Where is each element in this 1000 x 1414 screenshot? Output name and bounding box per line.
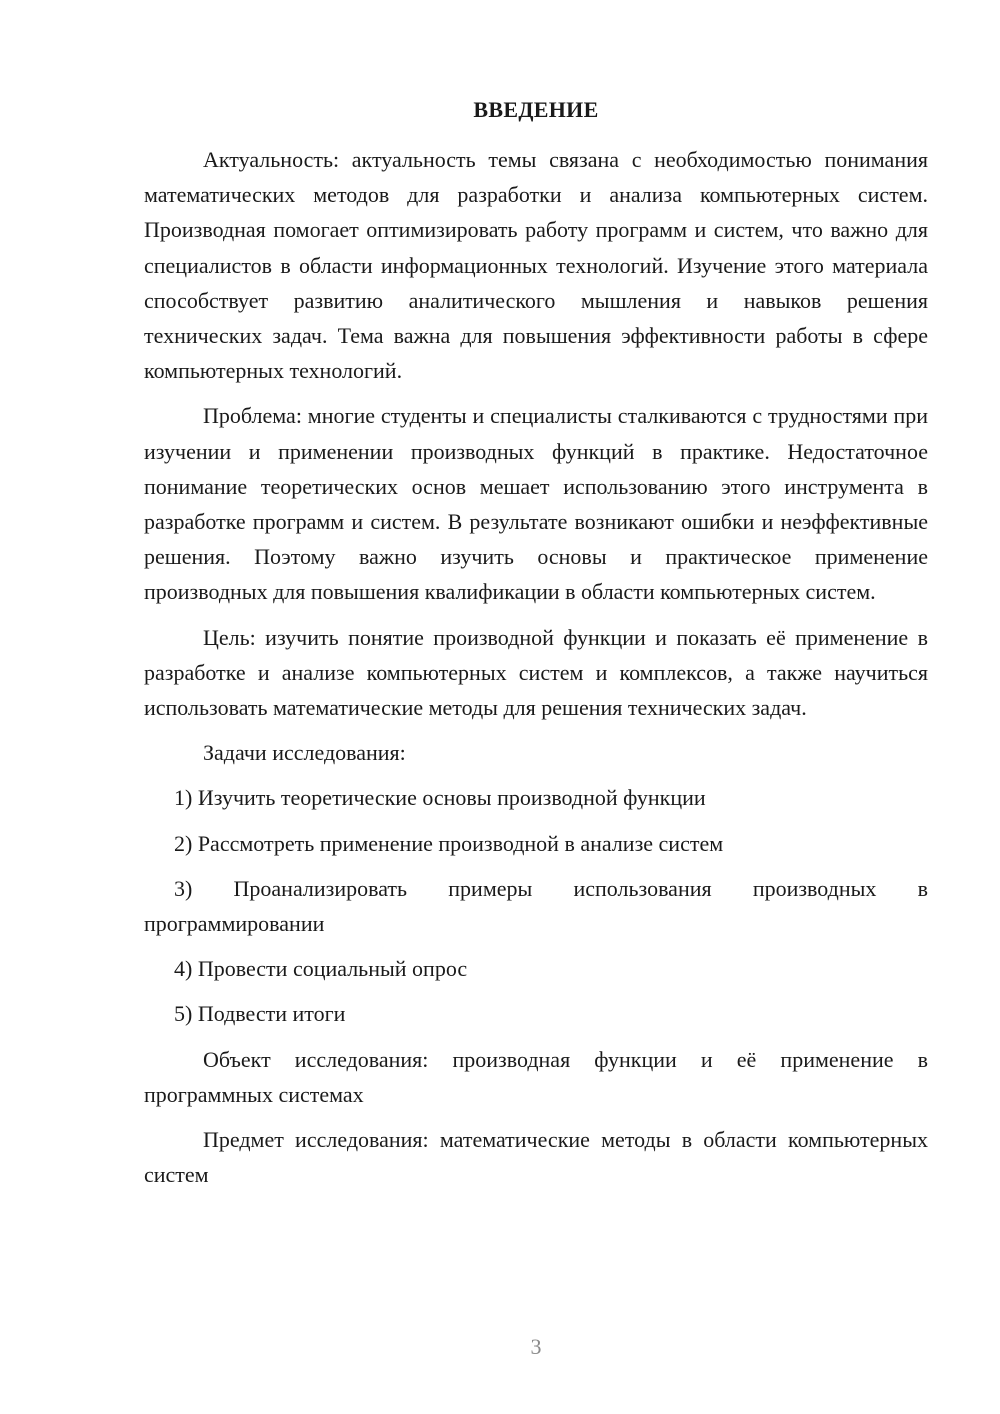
paragraph-problem: Проблема: многие студенты и специалисты сталкиваются с трудностями при изучении и применении производных функций в практике. Недостаточное понимание теоретических основ мешает использованию этого инструмента в разработке программ и систем. В результате возникают ошибки и неэффективные решения. Поэтому важно изучить основы и практическое применение производных для повышения квалификации в области компьютерных систем. bbox=[144, 403, 928, 605]
document-page bbox=[144, 0, 928, 1414]
page-number: 3 bbox=[530, 1334, 542, 1359]
section-title: ВВЕДЕНИЕ bbox=[473, 97, 599, 122]
task-item-5: 5) Подвести итоги bbox=[174, 1001, 346, 1027]
document-body bbox=[144, 142, 928, 1202]
tasks-heading: Задачи исследования: bbox=[203, 740, 406, 766]
task-item-3: 3) Проанализировать примеры использования производных в программировании bbox=[144, 875, 928, 937]
task-item-1: 1) Изучить теоретические основы производной функции bbox=[174, 785, 706, 811]
task-item-2: 2) Рассмотреть применение производной в анализе систем bbox=[174, 830, 724, 856]
paragraph-goal: Цель: изучить понятие производной функции и показать её применение в разработке и анализе компьютерных систем и комплексов, а также научиться использовать математические методы для решения технических задач. bbox=[144, 624, 928, 721]
paragraph-object: Объект исследования: производная функции и её применение в программных системах bbox=[144, 1046, 928, 1107]
paragraph-subject: Предмет исследования: математические методы в области компьютерных систем bbox=[144, 1127, 928, 1188]
task-item-4: 4) Провести социальный опрос bbox=[174, 956, 468, 982]
paragraph-relevance: Актуальность: актуальность темы связана с необходимостью понимания математических методов для разработки и анализа компьютерных систем. Производная помогает оптимизировать работу программ и систем, что важно для специалистов в области информационных технологий. Изучение этого материала способствует развитию аналитического мышления и навыков решения технических задач. Тема важна для повышения эффективности работы в сфере компьютерных технологий. bbox=[144, 147, 928, 384]
